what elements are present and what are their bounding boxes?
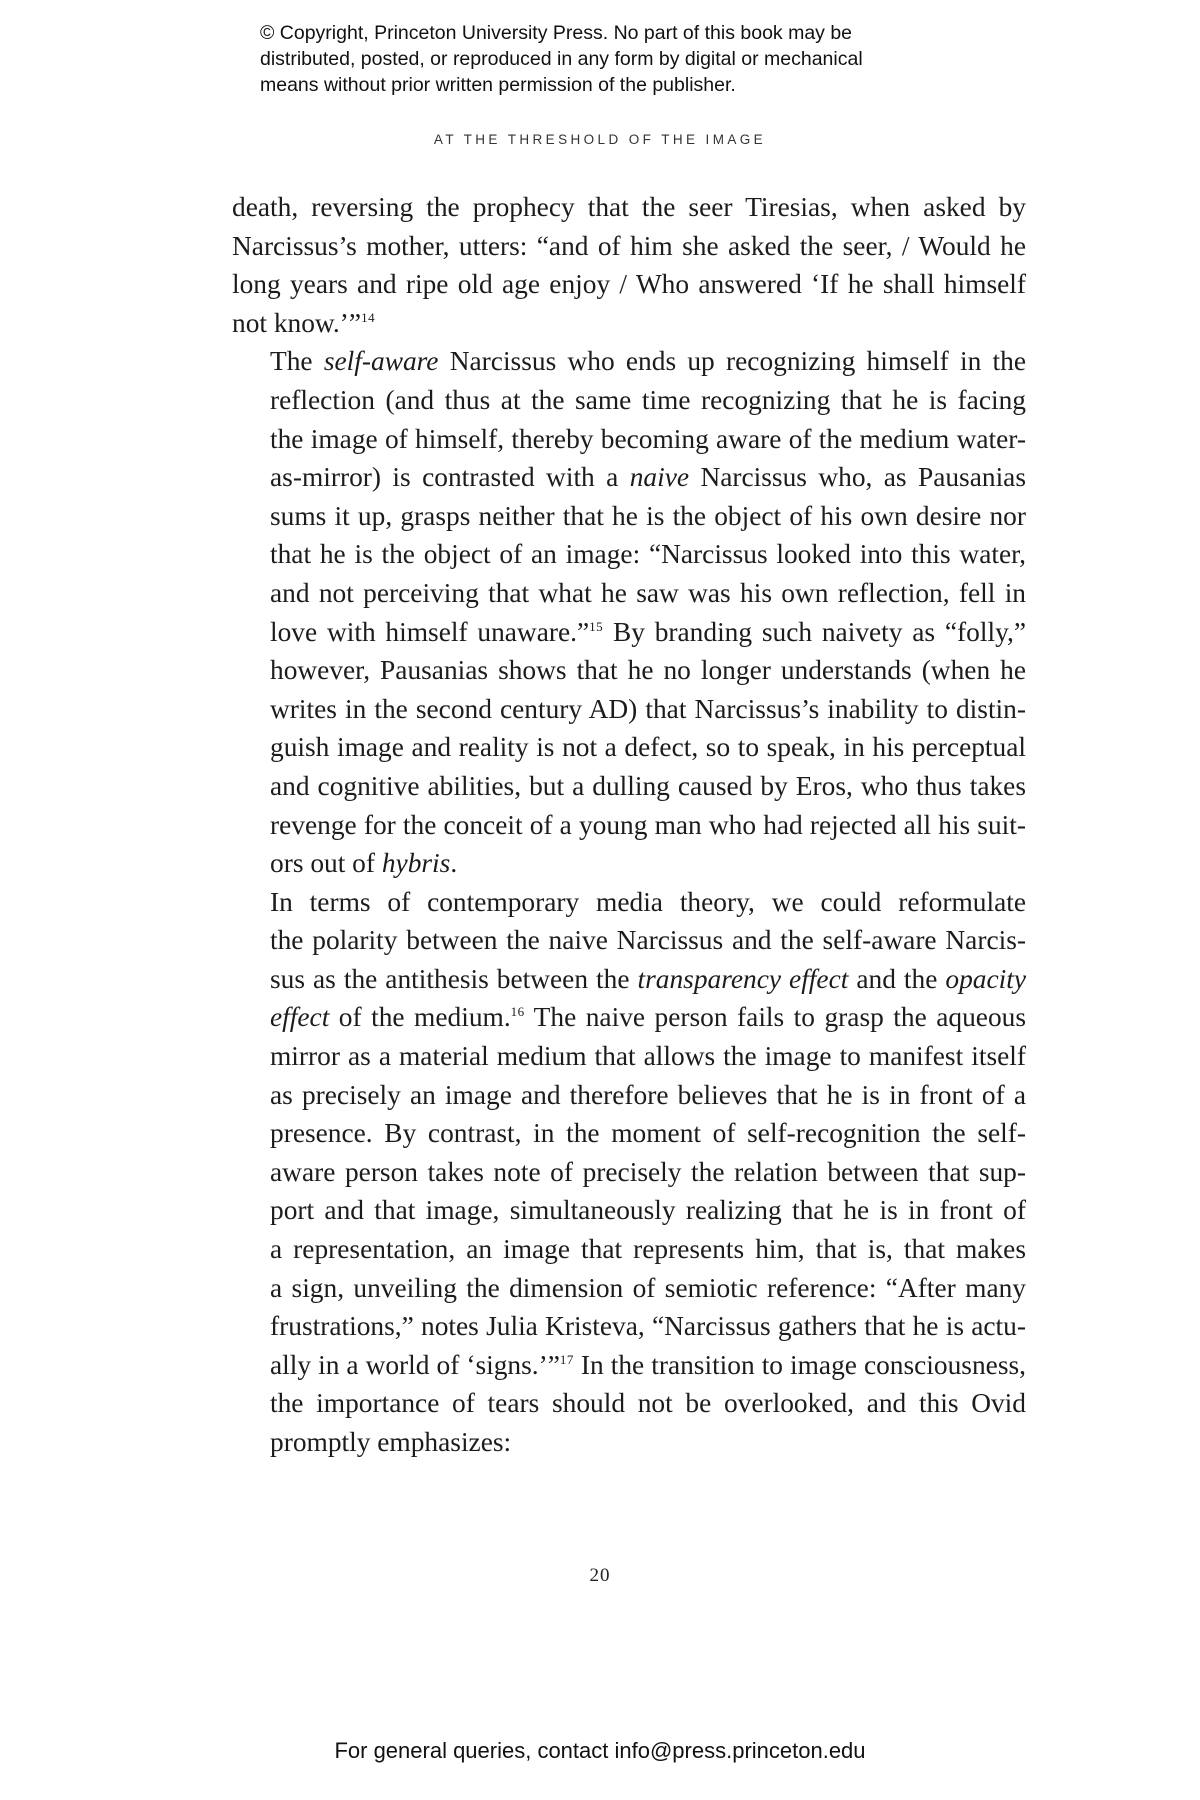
copyright-notice [260, 20, 980, 98]
text-line [232, 420, 1026, 459]
text-line [232, 574, 1026, 613]
text-line [232, 1307, 1026, 1346]
footnote-ref: 16 [510, 1004, 525, 1020]
body-text [232, 188, 1026, 1462]
text-line [232, 767, 1026, 806]
text-run: as precisely an image and therefore believes that he is in front of a [270, 1079, 1026, 1110]
text-run: ors out of [270, 848, 382, 879]
text-run: that he is the object of an image: “Narcissus looked into this water, [270, 539, 1026, 570]
text-run: a representation, an image that represents him, that is, that makes [270, 1234, 1026, 1265]
italic-text: effect [270, 1002, 330, 1033]
text-run: Narcissus’s mother, utters: “and of him she asked the seer, / Would he [232, 230, 1026, 261]
text-line [232, 1423, 1026, 1462]
copyright-line: distributed, posted, or reproduced in any form by digital or mechanical [260, 48, 863, 70]
text-line [232, 342, 1026, 381]
text-line [232, 960, 1026, 999]
text-line [232, 1346, 1026, 1385]
text-run: guish image and reality is not a defect, so to speak, in his perceptual [270, 732, 1026, 763]
footnote-ref: 14 [361, 309, 376, 325]
text-run: revenge for the conceit of a young man who had rejected all his suit- [270, 809, 1026, 840]
text-run: however, Pausanias shows that he no longer understands (when he [270, 655, 1026, 686]
italic-text: transparency effect [637, 963, 849, 994]
text-line [232, 1076, 1026, 1115]
paragraph [232, 342, 1026, 882]
text-line [232, 458, 1026, 497]
text-run: the polarity between the naive Narcissus and the self-aware Narcis- [270, 925, 1026, 956]
text-run: the image of himself, thereby becoming aware of the medium water- [270, 423, 1026, 454]
text-run: ally in a world of ‘signs.’” [270, 1349, 560, 1380]
text-run: The [270, 346, 324, 377]
footnote-ref: 15 [589, 618, 604, 634]
footer-contact: For general queries, contact info@press.princeton.edu [334, 1738, 866, 1763]
text-run: Narcissus who ends up recognizing himself in the [438, 346, 1026, 377]
text-run: and the [848, 963, 946, 994]
text-run: promptly emphasizes: [270, 1427, 512, 1457]
text-line [232, 998, 1026, 1037]
text-line [232, 728, 1026, 767]
text-run: In terms of contemporary media theory, we could reformulate [270, 886, 1026, 917]
text-run: love with himself unaware.” [270, 616, 590, 647]
text-run: and cognitive abilities, but a dulling caused by Eros, who thus takes [270, 770, 1026, 801]
text-line [232, 613, 1026, 652]
text-line [232, 844, 1026, 883]
text-run: and not perceiving that what he saw was his own reflection, fell in [270, 577, 1026, 608]
footnote-ref: 17 [559, 1351, 574, 1367]
text-line [232, 1384, 1026, 1423]
copyright-line: © Copyright, Princeton University Press. No part of this book may be [260, 22, 853, 44]
running-head: AT THE THRESHOLD OF THE IMAGE [433, 132, 767, 147]
text-run: frustrations,” notes Julia Kristeva, “Narcissus gathers that he is actu- [270, 1311, 1026, 1342]
text-run: writes in the second century AD) that Narcissus’s inability to distin- [270, 693, 1026, 724]
text-line [232, 497, 1026, 536]
text-line [232, 1114, 1026, 1153]
paragraph [232, 188, 1026, 342]
page-number: 20 [589, 1565, 611, 1586]
text-line [232, 921, 1026, 960]
text-line [232, 806, 1026, 845]
text-run: The naive person fails to grasp the aqueous [524, 1002, 1026, 1033]
italic-text: opacity [945, 963, 1026, 994]
text-line [232, 188, 1026, 227]
text-run: death, reversing the prophecy that the seer Tiresias, when asked by [232, 192, 1026, 222]
italic-text: naive [629, 462, 690, 493]
text-line [232, 1153, 1026, 1192]
italic-text: hybris [381, 848, 451, 879]
text-run: not know.’” [232, 307, 362, 338]
text-line [232, 304, 1026, 343]
text-line [232, 1037, 1026, 1076]
text-run: sus as the antithesis between the [270, 963, 638, 994]
text-run: By branding such naivety as “folly,” [603, 616, 1026, 647]
paragraph [232, 883, 1026, 1462]
text-run: port and that image, simultaneously realizing that he is in front of [270, 1195, 1026, 1226]
text-line [232, 227, 1026, 266]
text-line [232, 651, 1026, 690]
text-run: sums it up, grasps neither that he is the object of his own desire nor [270, 500, 1026, 531]
text-line [232, 535, 1026, 574]
text-run: long years and ripe old age enjoy / Who answered ‘If he shall himself [232, 269, 1026, 300]
text-run: a sign, unveiling the dimension of semiotic reference: “After many [270, 1272, 1026, 1303]
text-run: reflection (and thus at the same time recognizing that he is facing [270, 384, 1026, 415]
text-run: of the medium. [329, 1002, 511, 1033]
text-line [232, 265, 1026, 304]
text-run: Narcissus who, as Pausanias [689, 462, 1026, 493]
text-run: the importance of tears should not be overlooked, and this Ovid [270, 1388, 1026, 1419]
text-run: In the transition to image consciousness, [573, 1349, 1026, 1380]
text-line [232, 1269, 1026, 1308]
text-line [232, 381, 1026, 420]
text-run: mirror as a material medium that allows the image to manifest itself [270, 1041, 1026, 1072]
text-run: aware person takes note of precisely the relation between that sup- [270, 1156, 1026, 1187]
text-run: . [450, 848, 458, 879]
text-line [232, 883, 1026, 922]
text-line [232, 690, 1026, 729]
text-run: presence. By contrast, in the moment of self-recognition the self- [270, 1118, 1026, 1149]
copyright-line: means without prior written permission of the publisher. [260, 74, 736, 96]
text-line [232, 1230, 1026, 1269]
text-run: as-mirror) is contrasted with a [270, 462, 630, 493]
italic-text: self-aware [323, 346, 439, 377]
text-line [232, 1191, 1026, 1230]
